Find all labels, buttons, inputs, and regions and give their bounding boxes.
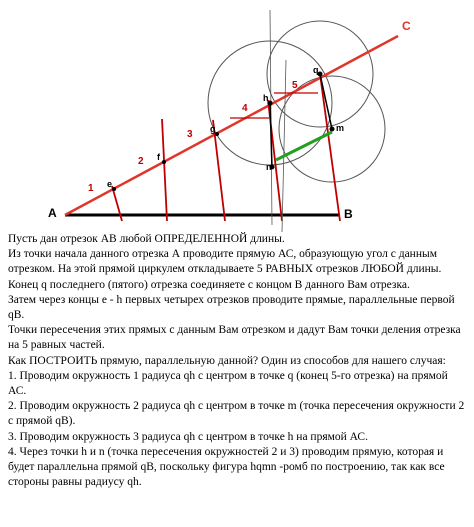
text-line-8: 3. Проводим окружность 3 радиуса qh с центром в точке h на прямой АС. (8, 430, 368, 443)
segment-number-5: 5 (292, 80, 298, 91)
point-m (330, 127, 335, 132)
label-C: C (402, 19, 411, 33)
explanation-text (8, 232, 468, 490)
text-line-3: Затем через концы е - h первых четырех отрезков проводите прямые, параллельные первой qB. (8, 293, 455, 322)
label-B: B (344, 207, 353, 221)
segment-number-1: 1 (88, 183, 94, 194)
segment-number-4: 4 (242, 103, 248, 114)
text-line-5: Как ПОСТРОИТЬ прямую, параллельную данной? Один из способов для нашего случая: (8, 354, 446, 367)
segment-number-3: 3 (187, 129, 193, 140)
point-g (215, 132, 219, 136)
label-e: e (107, 179, 113, 189)
label-g: g (210, 124, 216, 134)
label-f: f (157, 152, 160, 162)
text-line-2: Из точки начала данного отрезка А проводите прямую АС, образующую угол с данным отрезком. На этой прямой циркулем откладываете 5 РАВНЫХ отрезков ЛЮБОЙ длины. Конец q последнего (пятого) отрезка соединяете с концом В данного Вам отрезка. (8, 248, 442, 291)
text-line-6: 1. Проводим окружность 1 радиуса qh с центром в точке q (конец 5-го отрезка) на прямой АС. (8, 369, 448, 398)
text-line-9: 4. Через точки h и n (точка пересечения окружностей 2 и 3) проводим прямую, которая и будет параллельна прямой qB, поскольку фигура hqmn -ромб по построению, так как все стороны равны радиусу qh. (8, 445, 445, 489)
point-e (112, 187, 116, 191)
line-hn (270, 103, 272, 167)
label-n: n (266, 162, 272, 172)
label-q: q (313, 65, 319, 75)
line-qB (320, 74, 340, 221)
parallel-line-f (162, 119, 167, 221)
text-line-1: Пусть дан отрезок АВ любой ОПРЕДЕЛЕННОЙ длины. (8, 233, 285, 245)
text-line-4: Точки пересечения этих прямых с данным Вам отрезком и дадут Вам точки деления отрезка на 5 равных частей. (8, 324, 461, 352)
label-h: h (263, 93, 269, 103)
text-line-7: 2. Проводим окружность 2 радиуса qh с центром в точке m (точка пересечения окружности 2 с прямой qB). (8, 400, 465, 428)
segment-number-2: 2 (138, 156, 144, 167)
parallel-line-g (213, 120, 225, 221)
label-A: A (48, 206, 57, 220)
aux-line-2 (282, 60, 286, 232)
label-m: m (336, 123, 345, 133)
construction-diagram (0, 0, 474, 232)
point-f (162, 160, 166, 164)
